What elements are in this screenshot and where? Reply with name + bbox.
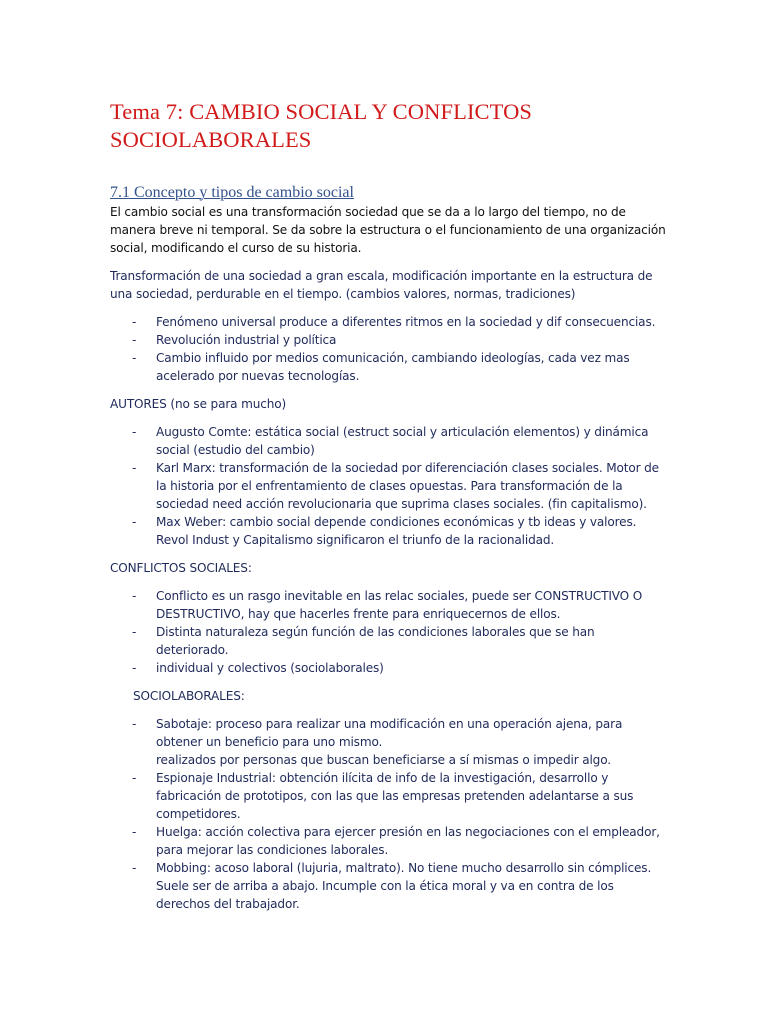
bullet-dash: -: [132, 717, 137, 731]
list-item-text: proceso para realizar una modificación en una operación ajena, para obtener un beneficio para uno mismo.: [156, 717, 623, 749]
list-item-text: Augusto Comte: estática social (estruct social y articulación elementos) y dinámica social (estudio del cambio): [156, 425, 649, 457]
list-item: [110, 587, 670, 623]
autores-list: [110, 423, 670, 549]
characteristics-list: [110, 313, 670, 385]
autores-heading: AUTORES (no se para mucho): [110, 397, 287, 411]
list-item-text: obtención ilícita de info de la investigación, desarrollo y fabricación de prototipos, con las que las empresas pretenden adelantarse a sus competidores.: [156, 771, 634, 821]
list-item: [110, 313, 670, 331]
list-item-text: Distinta naturaleza según función de las condiciones laborales que se han deteriorado.: [156, 625, 595, 657]
intro-paragraph: El cambio social es una transformación sociedad que se da a lo largo del tiempo, no de manera breve ni temporal. Se da sobre la estructura o el funcionamiento de una organización social, modificando el curso de su historia.: [110, 205, 666, 255]
list-item-text: Max Weber: cambio social depende condiciones económicas y tb ideas y valores. Revol Indust y Capitalismo significaron el triunfo de la racionalidad.: [156, 515, 637, 547]
sociolaborales-heading: SOCIOLABORALES:: [133, 689, 245, 703]
bullet-dash: -: [132, 661, 137, 675]
bullet-dash: -: [132, 771, 137, 785]
list-item-text: acoso laboral (lujuria, maltrato). No tiene mucho desarrollo sin cómplices. Suele ser de arriba a abajo. Incumple con la ética moral y va en contra de los derechos del trabajador.: [156, 861, 652, 911]
list-item-text: acción colectiva para ejercer presión en las negociaciones con el empleador, para mejorar las condiciones laborales.: [156, 825, 660, 857]
list-item-text: Cambio influido por medios comunicación, cambiando ideologías, cada vez mas acelerado por nuevas tecnologías.: [156, 351, 630, 383]
list-item: [110, 659, 670, 677]
bullet-dash: -: [132, 625, 137, 639]
bullet-dash: -: [132, 425, 137, 439]
document-page: [110, 98, 670, 923]
list-item: [110, 715, 670, 769]
list-item: [110, 769, 670, 823]
list-item: [110, 423, 670, 459]
term-label: Huelga:: [156, 825, 202, 839]
bullet-dash: -: [132, 589, 137, 603]
bullet-dash: -: [132, 315, 137, 329]
term-label: Espionaje Industrial:: [156, 771, 276, 785]
list-item-text: Revolución industrial y política: [156, 333, 337, 347]
term-label: Mobbing:: [156, 861, 211, 875]
list-item-text: Conflicto es un rasgo inevitable en las relac sociales, puede ser CONSTRUCTIVO O DESTRUCTIVO, hay que hacerles frente para enriquecernos de ellos.: [156, 589, 643, 621]
conflictos-heading: CONFLICTOS SOCIALES:: [110, 561, 252, 575]
conflictos-list: [110, 587, 670, 677]
list-item: [110, 823, 670, 859]
bullet-dash: -: [132, 861, 137, 875]
list-item: [110, 513, 670, 549]
page-title: Tema 7: CAMBIO SOCIAL Y CONFLICTOS SOCIOLABORALES: [110, 99, 533, 152]
list-item-text: Karl Marx: transformación de la sociedad por diferenciación clases sociales. Motor de la historia por el enfrentamiento de clases opuestas. Para transformación de la sociedad need acción revolucionaria que suprima clases sociales. (fin capitalismo).: [156, 461, 659, 511]
bullet-dash: -: [132, 351, 137, 365]
bullet-dash: -: [132, 825, 137, 839]
list-item: [110, 331, 670, 349]
definition-paragraph: Transformación de una sociedad a gran escala, modificación importante en la estructura de una sociedad, perdurable en el tiempo. (cambios valores, normas, tradiciones): [110, 269, 653, 301]
bullet-dash: -: [132, 333, 137, 347]
list-item: [110, 459, 670, 513]
list-item: [110, 349, 670, 385]
sociolaborales-list: [110, 715, 670, 913]
list-item-extra: realizados por personas que buscan beneficiarse a sí mismas o impedir algo.: [156, 753, 611, 767]
list-item: [110, 859, 670, 913]
list-item-text: Fenómeno universal produce a diferentes ritmos en la sociedad y dif consecuencias.: [156, 315, 656, 329]
bullet-dash: -: [132, 461, 137, 475]
bullet-dash: -: [132, 515, 137, 529]
list-item-text: individual y colectivos (sociolaborales): [156, 661, 384, 675]
list-item: [110, 623, 670, 659]
section-heading: 7.1 Concepto y tipos de cambio social: [110, 184, 354, 201]
term-label: Sabotaje:: [156, 717, 212, 731]
